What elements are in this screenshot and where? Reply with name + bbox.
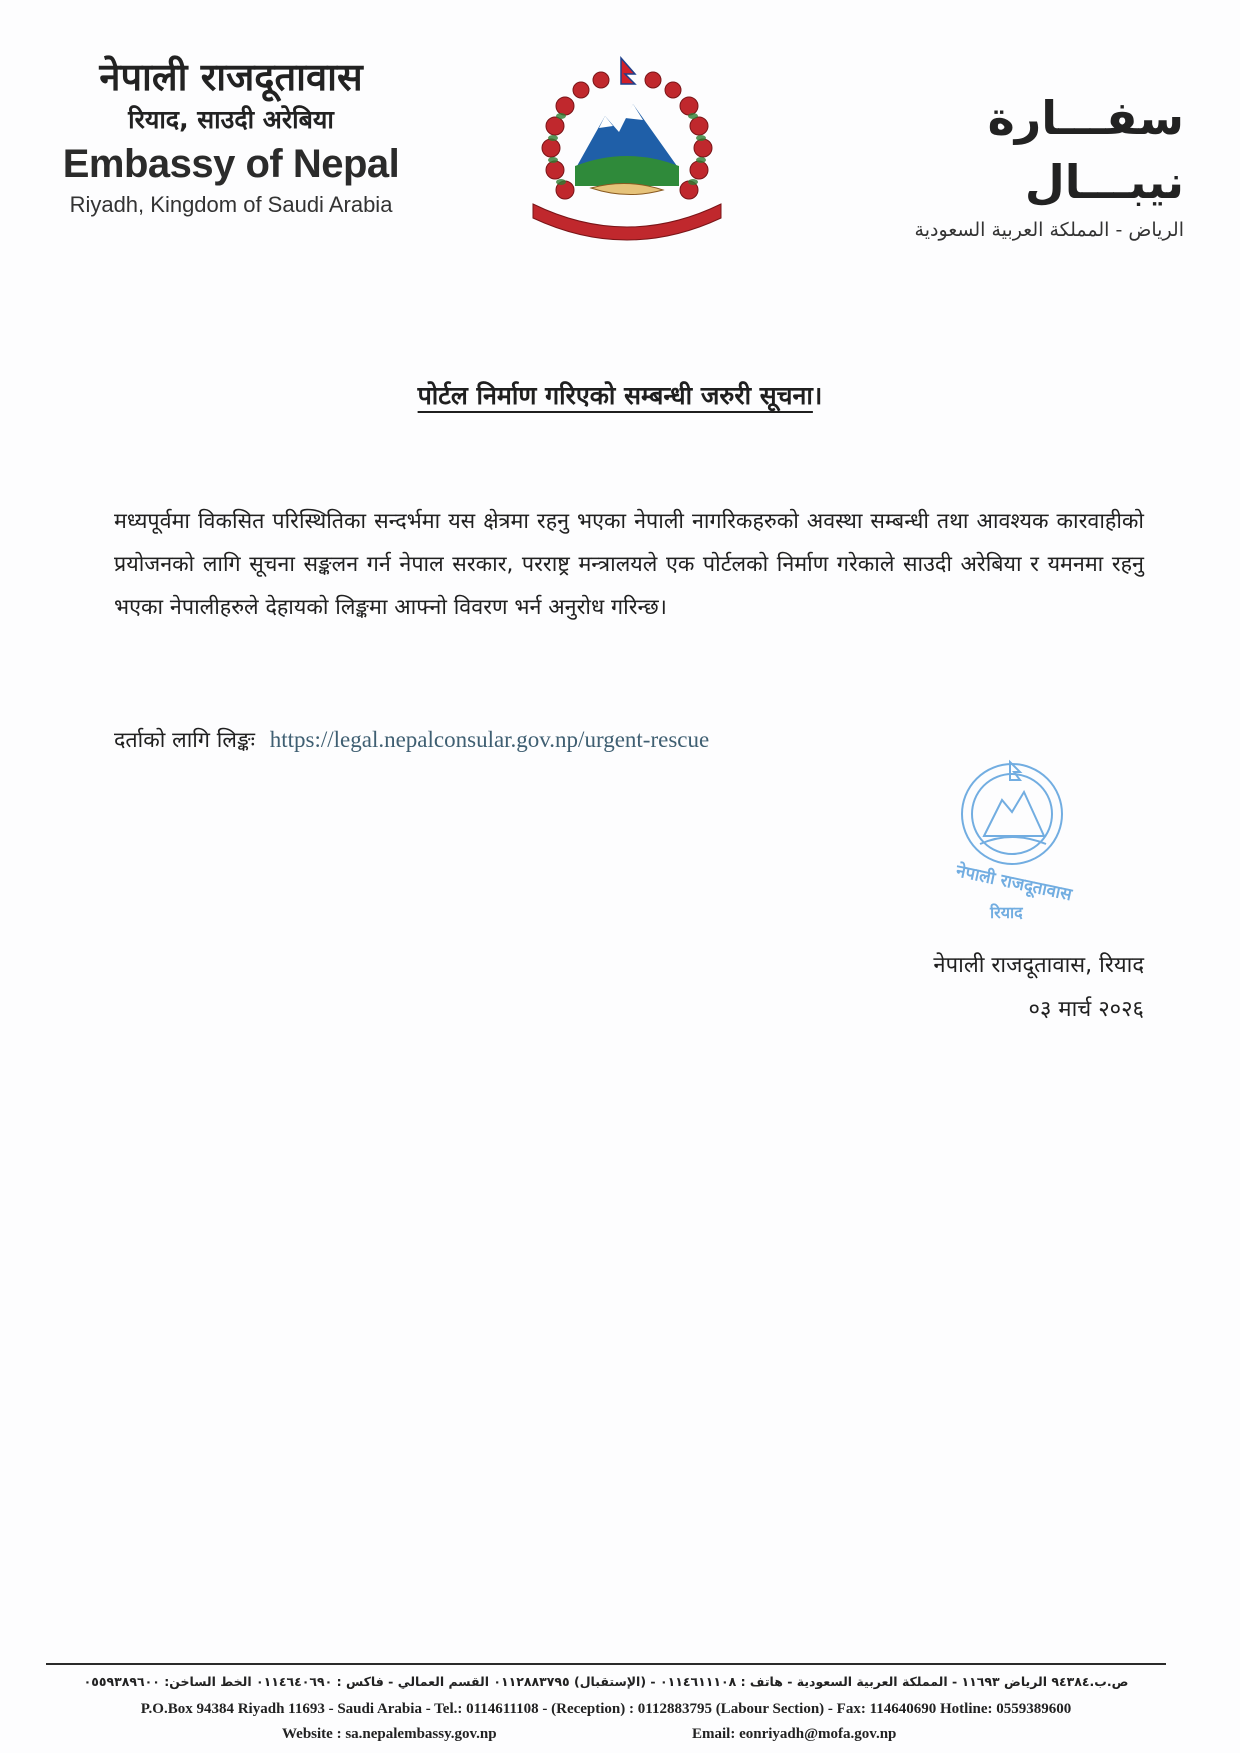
registration-label: दर्ताको लागि लिङ्कः: [114, 728, 255, 753]
embassy-name-arabic: سفـــارة نيبـــال: [987, 91, 1184, 209]
footer-website: Website : sa.nepalembassy.gov.np: [282, 1726, 497, 1742]
footer-contact: [46, 1722, 1166, 1746]
letterhead-right: [854, 86, 1184, 246]
embassy-name-english: Embassy of Nepal: [62, 142, 400, 186]
embassy-name-nepali: नेपाली राजदूतावास: [99, 55, 363, 99]
notice-title-text: पोर्टल निर्माण गरिएको सम्बन्धी जरुरी सूचना: [417, 381, 813, 410]
footer-address-arabic: ص.ب.٩٤٣٨٤ الرياض ١١٦٩٣ - المملكة العربية السعودية - هاتف : ٠١١٤٦١١١٠٨ - (الإستقبال) ٠١١٢٨٨٣٧٩٥ القسم العمالي - فاكس : ٠١١٤٦٤٠٦٩٠ الخط الساخن: ٠٥٥٩٣٨٩٦٠٠: [83, 1674, 1129, 1689]
notice-title: [0, 376, 1240, 416]
letterhead-left: [56, 52, 406, 220]
footer-divider: [46, 1663, 1166, 1665]
registration-line: [114, 722, 709, 759]
embassy-location-nepali: रियाद, साउदी अरेबिया: [128, 105, 334, 134]
embassy-location-english: Riyadh, Kingdom of Saudi Arabia: [69, 192, 393, 217]
embassy-location-arabic: الرياض - المملكة العربية السعودية: [914, 219, 1184, 241]
stamp-line1: नेपाली राजदूतावास: [954, 861, 1074, 906]
footer-email: Email: eonriyadh@mofa.gov.np: [692, 1726, 897, 1742]
signature-office: नेपाली राजदूतावास, रियाद: [933, 953, 1144, 978]
notice-body: मध्यपूर्वमा विकसित परिस्थितिका सन्दर्भमा यस क्षेत्रमा रहनु भएका नेपाली नागरिकहरुको अवस्था सम्बन्धी तथा आवश्यक कारवाहीको प्रयोजनको लागि सूचना सङ्कलन गर्न नेपाल सरकार, परराष्ट्र मन्त्रालयले एक पोर्टलको निर्माण गरेकाले साउदी अरेबिया र यमनमा रहनु भएका नेपालीहरुले देहायको लिङ्कमा आफ्नो विवरण भर्न अनुरोध गरिन्छ।: [114, 509, 1144, 620]
footer-address-english: P.O.Box 94384 Riyadh 11693 - Saudi Arabia - Tel.: 0114611108 - (Reception) : 0112883795 (Labour Section) - Fax: 114640690 Hotline: 0559389600: [140, 1701, 1072, 1717]
signature-date: ०३ मार्च २०२६: [1028, 997, 1144, 1022]
signature-block: [933, 944, 1144, 1032]
registration-link[interactable]: https://legal.nepalconsular.gov.np/urgent-rescue: [269, 727, 710, 752]
notice-title-end: ।: [812, 381, 823, 410]
embassy-stamp-icon: [932, 758, 1090, 924]
stamp-line2: रियाद: [990, 903, 1023, 922]
nepal-coat-of-arms-icon: [521, 54, 733, 244]
